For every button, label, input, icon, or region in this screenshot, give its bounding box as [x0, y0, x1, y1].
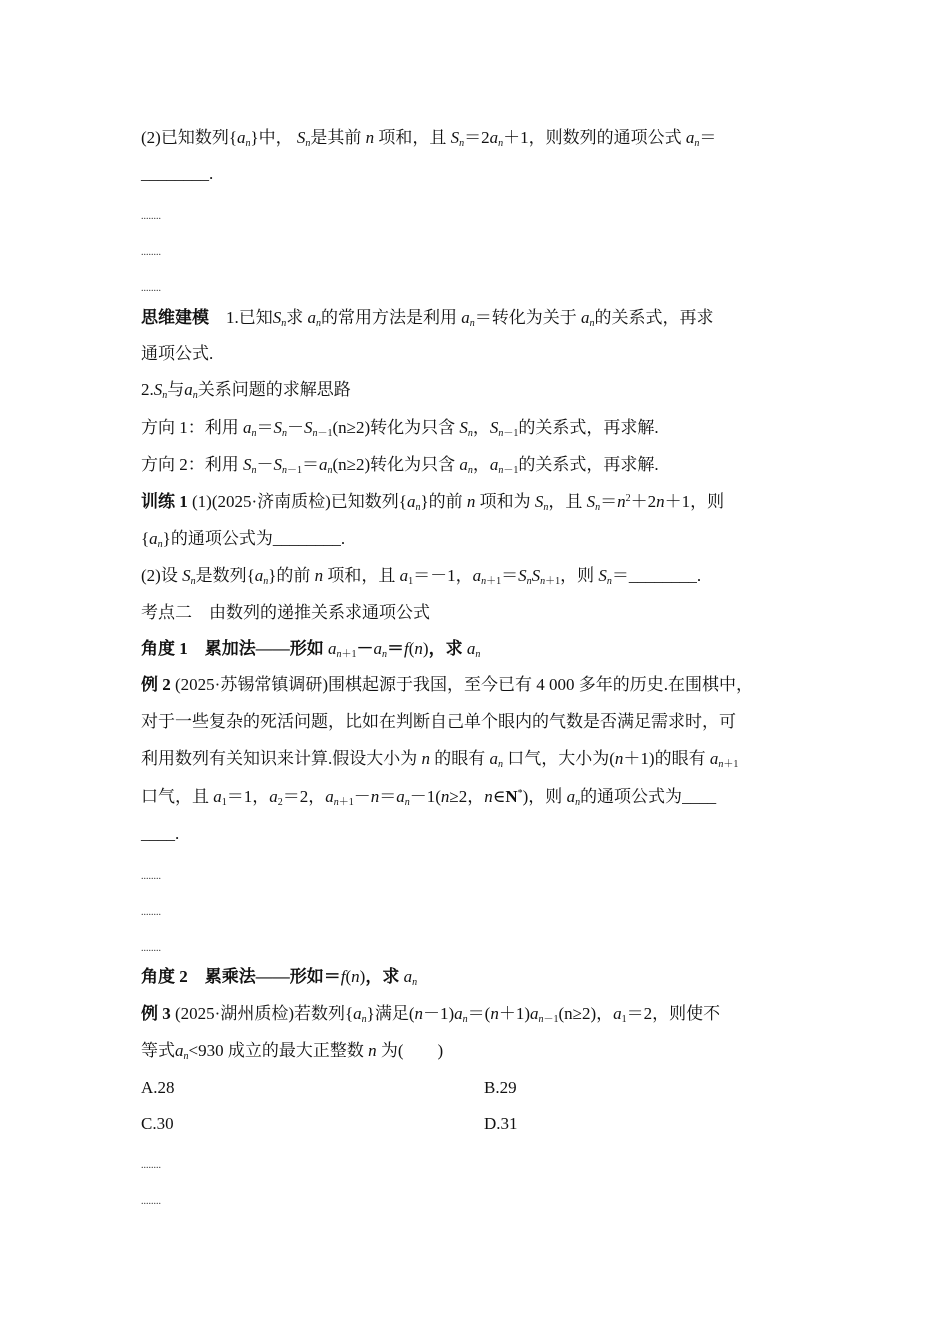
dotted-leader: ........: [141, 1196, 161, 1207]
dotted-leader: ........: [141, 907, 161, 918]
thinking-model-heading: 思维建模: [141, 308, 209, 327]
section-heading: 考点二 由数列的递推关系求通项公式: [141, 603, 430, 622]
answer-blank[interactable]: ____.: [141, 824, 180, 843]
direction-2: 方向 2：利用 $S_n-S_{n-1}=a_n(n\ge 2)$转化为只含 $a_n$，$a_{n-1}$的关系式，再求解.: [141, 455, 659, 476]
dotted-leader: ........: [141, 211, 161, 222]
answer-blank[interactable]: ____: [682, 787, 717, 806]
angle-1-heading: 角度 1 累加法——形如 $a_{n+1}-a_n=f(n)$，求 $a_n$: [141, 639, 481, 660]
option-a[interactable]: A.28: [141, 1078, 175, 1097]
thinking-model-line2: 通项公式.: [141, 344, 214, 363]
training-1-heading: 训练 1: [141, 492, 188, 511]
example-2-line3: 利用数列有关知识来计算.假设大小为 n 的眼有 $a_n$ 口气，大小为(n＋1)的眼有 $a_{n+1}$: [141, 749, 739, 770]
answer-blank[interactable]: ________: [272, 529, 341, 548]
training-1-line2: $\{a_n\}$的通项公式为________.: [141, 529, 346, 550]
option-d[interactable]: D.31: [484, 1114, 518, 1133]
dotted-leader: ........: [141, 871, 161, 882]
dotted-leader: ........: [141, 1160, 161, 1171]
thinking-model-line3: $2.S_n$与$a_n$关系问题的求解思路: [141, 380, 351, 401]
angle-2-heading: 角度 2 累乘法——形如＝f(n)，求 $a_n$: [141, 967, 418, 988]
option-c[interactable]: C.30: [141, 1114, 174, 1133]
example-2-line2: 对于一些复杂的死活问题，比如在判断自己单个眼内的气数是否满足需求时，可: [141, 712, 736, 731]
question-2-line1: (2)已知数列$\{a_n\}$中， $S_n$是其前 n 项和，且 $S_n=2a_n+1$，则数列的通项公式 $a_n=$: [141, 128, 717, 149]
answer-blank[interactable]: ________: [628, 566, 697, 585]
training-1-line1: 训练 1 (1)(2025·济南质检)已知数列$\{a_n\}$的前 n 项和为 $S_n$，且 $S_n=n^2+2n+1$，则: [141, 492, 725, 513]
option-b[interactable]: B.29: [484, 1078, 517, 1097]
direction-1: 方向 1：利用 $a_n=S_n-S_{n-1}(n\ge 2)$转化为只含 $S_n$，$S_{n-1}$的关系式，再求解.: [141, 418, 659, 439]
example-2-line1: 例 2 (2025·苏锡常镇调研)围棋起源于我国，至今已有 4 000 多年的历史.在围棋中，: [141, 675, 753, 694]
answer-blank[interactable]: ________.: [141, 164, 214, 183]
thinking-model-line1: 思维建模 1.已知$S_n$求 $a_n$的常用方法是利用 $a_n=$转化为关于 $a_n$的关系式，再求: [141, 308, 714, 329]
dotted-leader: ........: [141, 943, 161, 954]
example-2-line4: 口气，且 $a_1=1$，$a_2=2$，$a_{n+1}-n=a_n-1(n\ge 2$，n∈N*)，则 $a_n$的通项公式为____: [141, 787, 717, 808]
dotted-leader: ........: [141, 283, 161, 294]
training-1-part2: (2)设 $S_n$是数列$\{a_n\}$的前 n 项和，且 $a_1=-1$，$a_{n+1}=S_nS_{n+1}$，则 $S_n=\_\_\_\_\_\_\_\_$.: [141, 566, 702, 587]
example-3-line1: 例 3 (2025·湖州质检)若数列$\{a_n\}$满足$(n-1)a_n=(n+1)a_{n-1}(n\ge 2)$，$a_1=2$，则使不: [141, 1004, 721, 1025]
dotted-leader: ........: [141, 247, 161, 258]
example-2-heading: 例 2: [141, 675, 171, 694]
example-3-heading: 例 3: [141, 1004, 171, 1023]
example-3-line2: 等式$a_n<930$ 成立的最大正整数 n 为( ): [141, 1041, 444, 1062]
